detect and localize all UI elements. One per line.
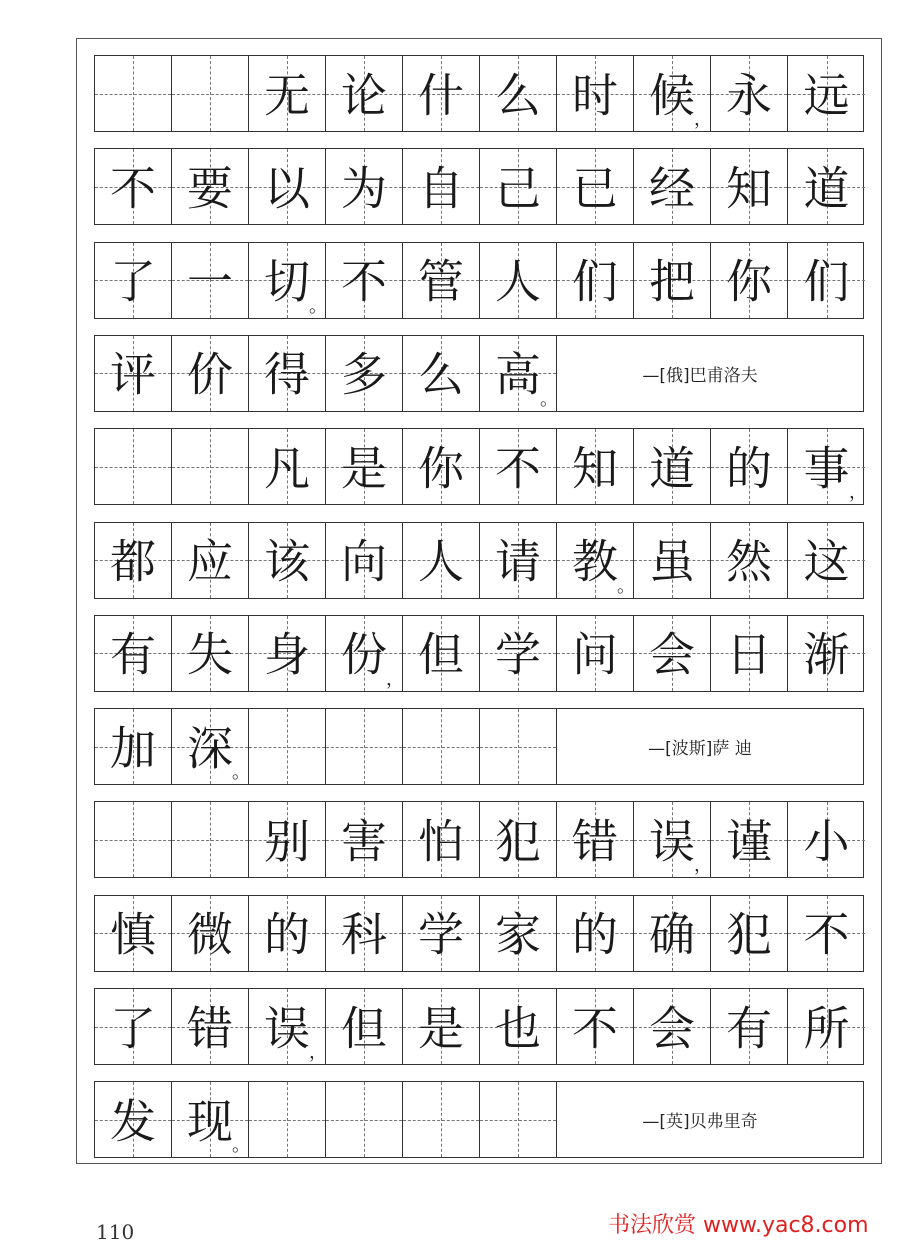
- grid-cell: [634, 429, 711, 504]
- character: 经: [649, 161, 695, 216]
- character: 道: [803, 161, 850, 216]
- grid-cell: [172, 149, 249, 224]
- grid-cell: [326, 1082, 403, 1157]
- grid-cell: [480, 429, 557, 504]
- grid-cell: [557, 149, 634, 224]
- grid-cell: [557, 616, 634, 691]
- character: 份: [341, 627, 387, 682]
- grid-cell: [788, 429, 865, 504]
- character: 请: [495, 534, 541, 589]
- grid-cell: [788, 896, 865, 971]
- character: 错: [572, 814, 618, 869]
- grid-cell: [480, 896, 557, 971]
- character: 无: [264, 68, 310, 123]
- character: 有: [726, 1001, 772, 1056]
- character: 谨: [726, 814, 772, 869]
- character: 微: [187, 907, 233, 962]
- grid-cell: [711, 989, 788, 1064]
- grid-cell: [403, 709, 480, 784]
- grid-cell: [326, 149, 403, 224]
- grid-cell: [711, 616, 788, 691]
- character: 失: [187, 627, 233, 682]
- grid-cell: [634, 616, 711, 691]
- grid-cell: [788, 149, 865, 224]
- grid-cell: [172, 56, 249, 131]
- character: 慎: [110, 907, 156, 962]
- quote-attribution-box: [557, 1082, 863, 1157]
- grid-cell: [326, 243, 403, 318]
- character: 了: [110, 1001, 156, 1056]
- grid-cell: [326, 336, 403, 411]
- character: 误: [649, 814, 695, 869]
- character: 别: [264, 814, 310, 869]
- character: 为: [341, 161, 387, 216]
- grid-cell: [480, 149, 557, 224]
- punctuation: 。: [540, 388, 558, 410]
- grid-cell: [557, 429, 634, 504]
- grid-row: [94, 988, 864, 1065]
- grid-cell: [172, 336, 249, 411]
- character: 得: [264, 348, 310, 403]
- character: 犯: [495, 814, 541, 869]
- grid-cell: [711, 56, 788, 131]
- grid-cell: [95, 989, 172, 1064]
- grid-row: [94, 801, 864, 878]
- grid-cell: [326, 802, 403, 877]
- character: 不: [803, 907, 850, 962]
- grid-cell: [711, 149, 788, 224]
- grid-cell: [403, 523, 480, 598]
- character: 自: [418, 161, 464, 216]
- quote-attribution: —[俄]巴甫洛夫: [642, 365, 758, 386]
- character: 教: [572, 534, 618, 589]
- character: 问: [572, 627, 618, 682]
- character: 科: [341, 907, 387, 962]
- character: 但: [418, 627, 464, 682]
- character: 你: [418, 441, 464, 496]
- character: 有: [110, 627, 156, 682]
- grid-cell: [788, 989, 865, 1064]
- grid-cell: [711, 523, 788, 598]
- grid-cell: [480, 1082, 557, 1157]
- character: 都: [110, 534, 156, 589]
- character: 切: [264, 254, 310, 309]
- grid-cell: [557, 243, 634, 318]
- character: 不: [110, 161, 156, 216]
- grid-cell: [249, 616, 326, 691]
- grid-cell: [788, 523, 865, 598]
- character: 事: [803, 441, 850, 496]
- grid-cell: [557, 523, 634, 598]
- character: 已: [572, 161, 618, 216]
- punctuation: ，: [386, 668, 404, 690]
- character: 会: [649, 1001, 695, 1056]
- grid-cell: [172, 896, 249, 971]
- character: 的: [264, 907, 310, 962]
- grid-cell: [557, 989, 634, 1064]
- grid-cell: [95, 149, 172, 224]
- grid-cell: [634, 243, 711, 318]
- character: 候: [649, 68, 695, 123]
- character: 该: [264, 534, 310, 589]
- grid-cell: [95, 336, 172, 411]
- grid-cell: [634, 523, 711, 598]
- grid-cell: [326, 523, 403, 598]
- grid-cell: [788, 243, 865, 318]
- grid-cell: [172, 243, 249, 318]
- character: 是: [341, 441, 387, 496]
- grid-cell: [403, 149, 480, 224]
- character: 把: [649, 254, 695, 309]
- character: 也: [495, 1001, 541, 1056]
- grid-cell: [403, 56, 480, 131]
- character: 现: [187, 1094, 233, 1149]
- grid-cell: [326, 989, 403, 1064]
- character: 误: [264, 1001, 310, 1056]
- character: 论: [341, 68, 387, 123]
- character: 怕: [418, 814, 464, 869]
- grid-row: [94, 148, 864, 225]
- grid-cell: [95, 802, 172, 877]
- grid-cell: [172, 802, 249, 877]
- character: 应: [187, 534, 233, 589]
- grid-cell: [403, 896, 480, 971]
- grid-row: [94, 1081, 864, 1158]
- grid-row: [94, 55, 864, 132]
- grid-row: [94, 708, 864, 785]
- grid-cell: [711, 429, 788, 504]
- grid-cell: [480, 523, 557, 598]
- grid-cell: [403, 243, 480, 318]
- grid-row: [94, 522, 864, 599]
- character: 所: [803, 1001, 850, 1056]
- character: 一: [187, 254, 233, 309]
- grid-cell: [95, 523, 172, 598]
- punctuation: ，: [694, 109, 712, 130]
- character: 什: [418, 68, 464, 123]
- grid-cell: [557, 896, 634, 971]
- grid-cell: [557, 802, 634, 877]
- grid-cell: [95, 429, 172, 504]
- grid-cell: [95, 896, 172, 971]
- grid-cell: [711, 896, 788, 971]
- grid-cell: [403, 989, 480, 1064]
- grid-cell: [172, 1082, 249, 1157]
- watermark: 书法欣赏 www.yac8.com: [608, 1213, 869, 1238]
- character: 这: [803, 534, 850, 589]
- character: 身: [264, 627, 310, 682]
- character: 们: [803, 254, 850, 309]
- character: 知: [726, 161, 772, 216]
- character: 多: [341, 348, 387, 403]
- grid-cell: [95, 56, 172, 131]
- grid-cell: [172, 616, 249, 691]
- grid-cell: [403, 802, 480, 877]
- grid-cell: [95, 1082, 172, 1157]
- character: 高: [495, 348, 541, 403]
- character: 了: [110, 254, 156, 309]
- character: 发: [110, 1094, 156, 1149]
- character: 么: [495, 68, 541, 123]
- grid-cell: [326, 429, 403, 504]
- quote-attribution: —[波斯]萨 迪: [648, 739, 752, 760]
- grid-cell: [172, 709, 249, 784]
- character: 是: [418, 1001, 464, 1056]
- grid-cell: [480, 243, 557, 318]
- grid-cell: [788, 56, 865, 131]
- character: 学: [495, 627, 541, 682]
- grid-cell: [172, 429, 249, 504]
- grid-cell: [480, 709, 557, 784]
- character: 确: [649, 907, 695, 962]
- grid-cell: [788, 802, 865, 877]
- grid-cell: [634, 802, 711, 877]
- quote-attribution-box: [557, 336, 863, 411]
- grid-cell: [480, 56, 557, 131]
- punctuation: ，: [694, 855, 712, 877]
- grid-cell: [711, 243, 788, 318]
- character: 永: [726, 68, 772, 123]
- grid-cell: [249, 523, 326, 598]
- character: 管: [418, 254, 464, 309]
- character: 深: [187, 721, 233, 776]
- punctuation: 。: [309, 295, 327, 317]
- character: 然: [726, 534, 772, 589]
- grid-cell: [403, 616, 480, 691]
- grid-cell: [326, 896, 403, 971]
- character: 小: [803, 814, 850, 869]
- character: 远: [803, 68, 850, 123]
- character: 会: [649, 627, 695, 682]
- grid-cell: [249, 1082, 326, 1157]
- character: 要: [187, 161, 233, 216]
- grid-cell: [403, 1082, 480, 1157]
- character: 学: [418, 907, 464, 962]
- grid-row: [94, 428, 867, 505]
- character: 虽: [649, 534, 695, 589]
- grid-cell: [557, 56, 634, 131]
- grid-cell: [95, 709, 172, 784]
- grid-cell: [634, 989, 711, 1064]
- grid-row: [94, 895, 864, 972]
- grid-cell: [403, 429, 480, 504]
- grid-cell: [249, 709, 326, 784]
- quote-attribution: —[英]贝弗里奇: [642, 1112, 758, 1133]
- character: 不: [495, 441, 541, 496]
- grid-cell: [249, 56, 326, 131]
- grid-cell: [788, 616, 865, 691]
- grid-cell: [326, 56, 403, 131]
- grid-row: [94, 335, 864, 412]
- grid-cell: [480, 336, 557, 411]
- grid-cell: [326, 616, 403, 691]
- character: 价: [187, 348, 233, 403]
- character: 不: [341, 254, 387, 309]
- character: 不: [572, 1001, 618, 1056]
- character: 道: [649, 441, 695, 496]
- character: 评: [110, 348, 156, 403]
- grid-cell: [480, 989, 557, 1064]
- grid-cell: [326, 709, 403, 784]
- character: 的: [572, 907, 618, 962]
- grid-cell: [403, 336, 480, 411]
- grid-cell: [172, 989, 249, 1064]
- grid-cell: [480, 616, 557, 691]
- character: 错: [187, 1001, 233, 1056]
- grid-cell: [711, 802, 788, 877]
- punctuation: 。: [617, 575, 635, 597]
- punctuation: 。: [232, 1135, 250, 1157]
- grid-cell: [249, 336, 326, 411]
- character: 人: [495, 254, 541, 309]
- character: 日: [726, 627, 772, 682]
- character: 加: [110, 721, 156, 776]
- punctuation: ，: [849, 482, 867, 504]
- character: 向: [341, 534, 387, 589]
- grid-row: [94, 615, 864, 692]
- character: 你: [726, 254, 772, 309]
- grid-cell: [249, 429, 326, 504]
- quote-attribution-box: [557, 709, 863, 784]
- character: 以: [264, 161, 310, 216]
- grid-cell: [172, 523, 249, 598]
- character: 人: [418, 534, 464, 589]
- character: 但: [341, 1001, 387, 1056]
- grid-cell: [95, 616, 172, 691]
- grid-cell: [249, 896, 326, 971]
- character: 家: [495, 907, 541, 962]
- grid-cell: [249, 989, 326, 1064]
- grid-cell: [480, 802, 557, 877]
- grid-cell: [249, 802, 326, 877]
- grid-cell: [249, 243, 326, 318]
- punctuation: ，: [309, 1042, 327, 1063]
- punctuation: 。: [232, 762, 250, 784]
- character: 犯: [726, 907, 772, 962]
- grid-cell: [634, 896, 711, 971]
- character: 的: [726, 441, 772, 496]
- character: 害: [341, 814, 387, 869]
- grid-row: [94, 242, 864, 319]
- character: 知: [572, 441, 618, 496]
- character: 么: [418, 348, 464, 403]
- character: 时: [572, 68, 618, 123]
- grid-cell: [634, 149, 711, 224]
- character: 们: [572, 254, 618, 309]
- character: 凡: [264, 441, 310, 496]
- grid-cell: [634, 56, 711, 131]
- character: 己: [495, 161, 541, 216]
- page-number: 110: [96, 1220, 135, 1244]
- grid-cell: [95, 243, 172, 318]
- grid-cell: [249, 149, 326, 224]
- character: 渐: [803, 627, 850, 682]
